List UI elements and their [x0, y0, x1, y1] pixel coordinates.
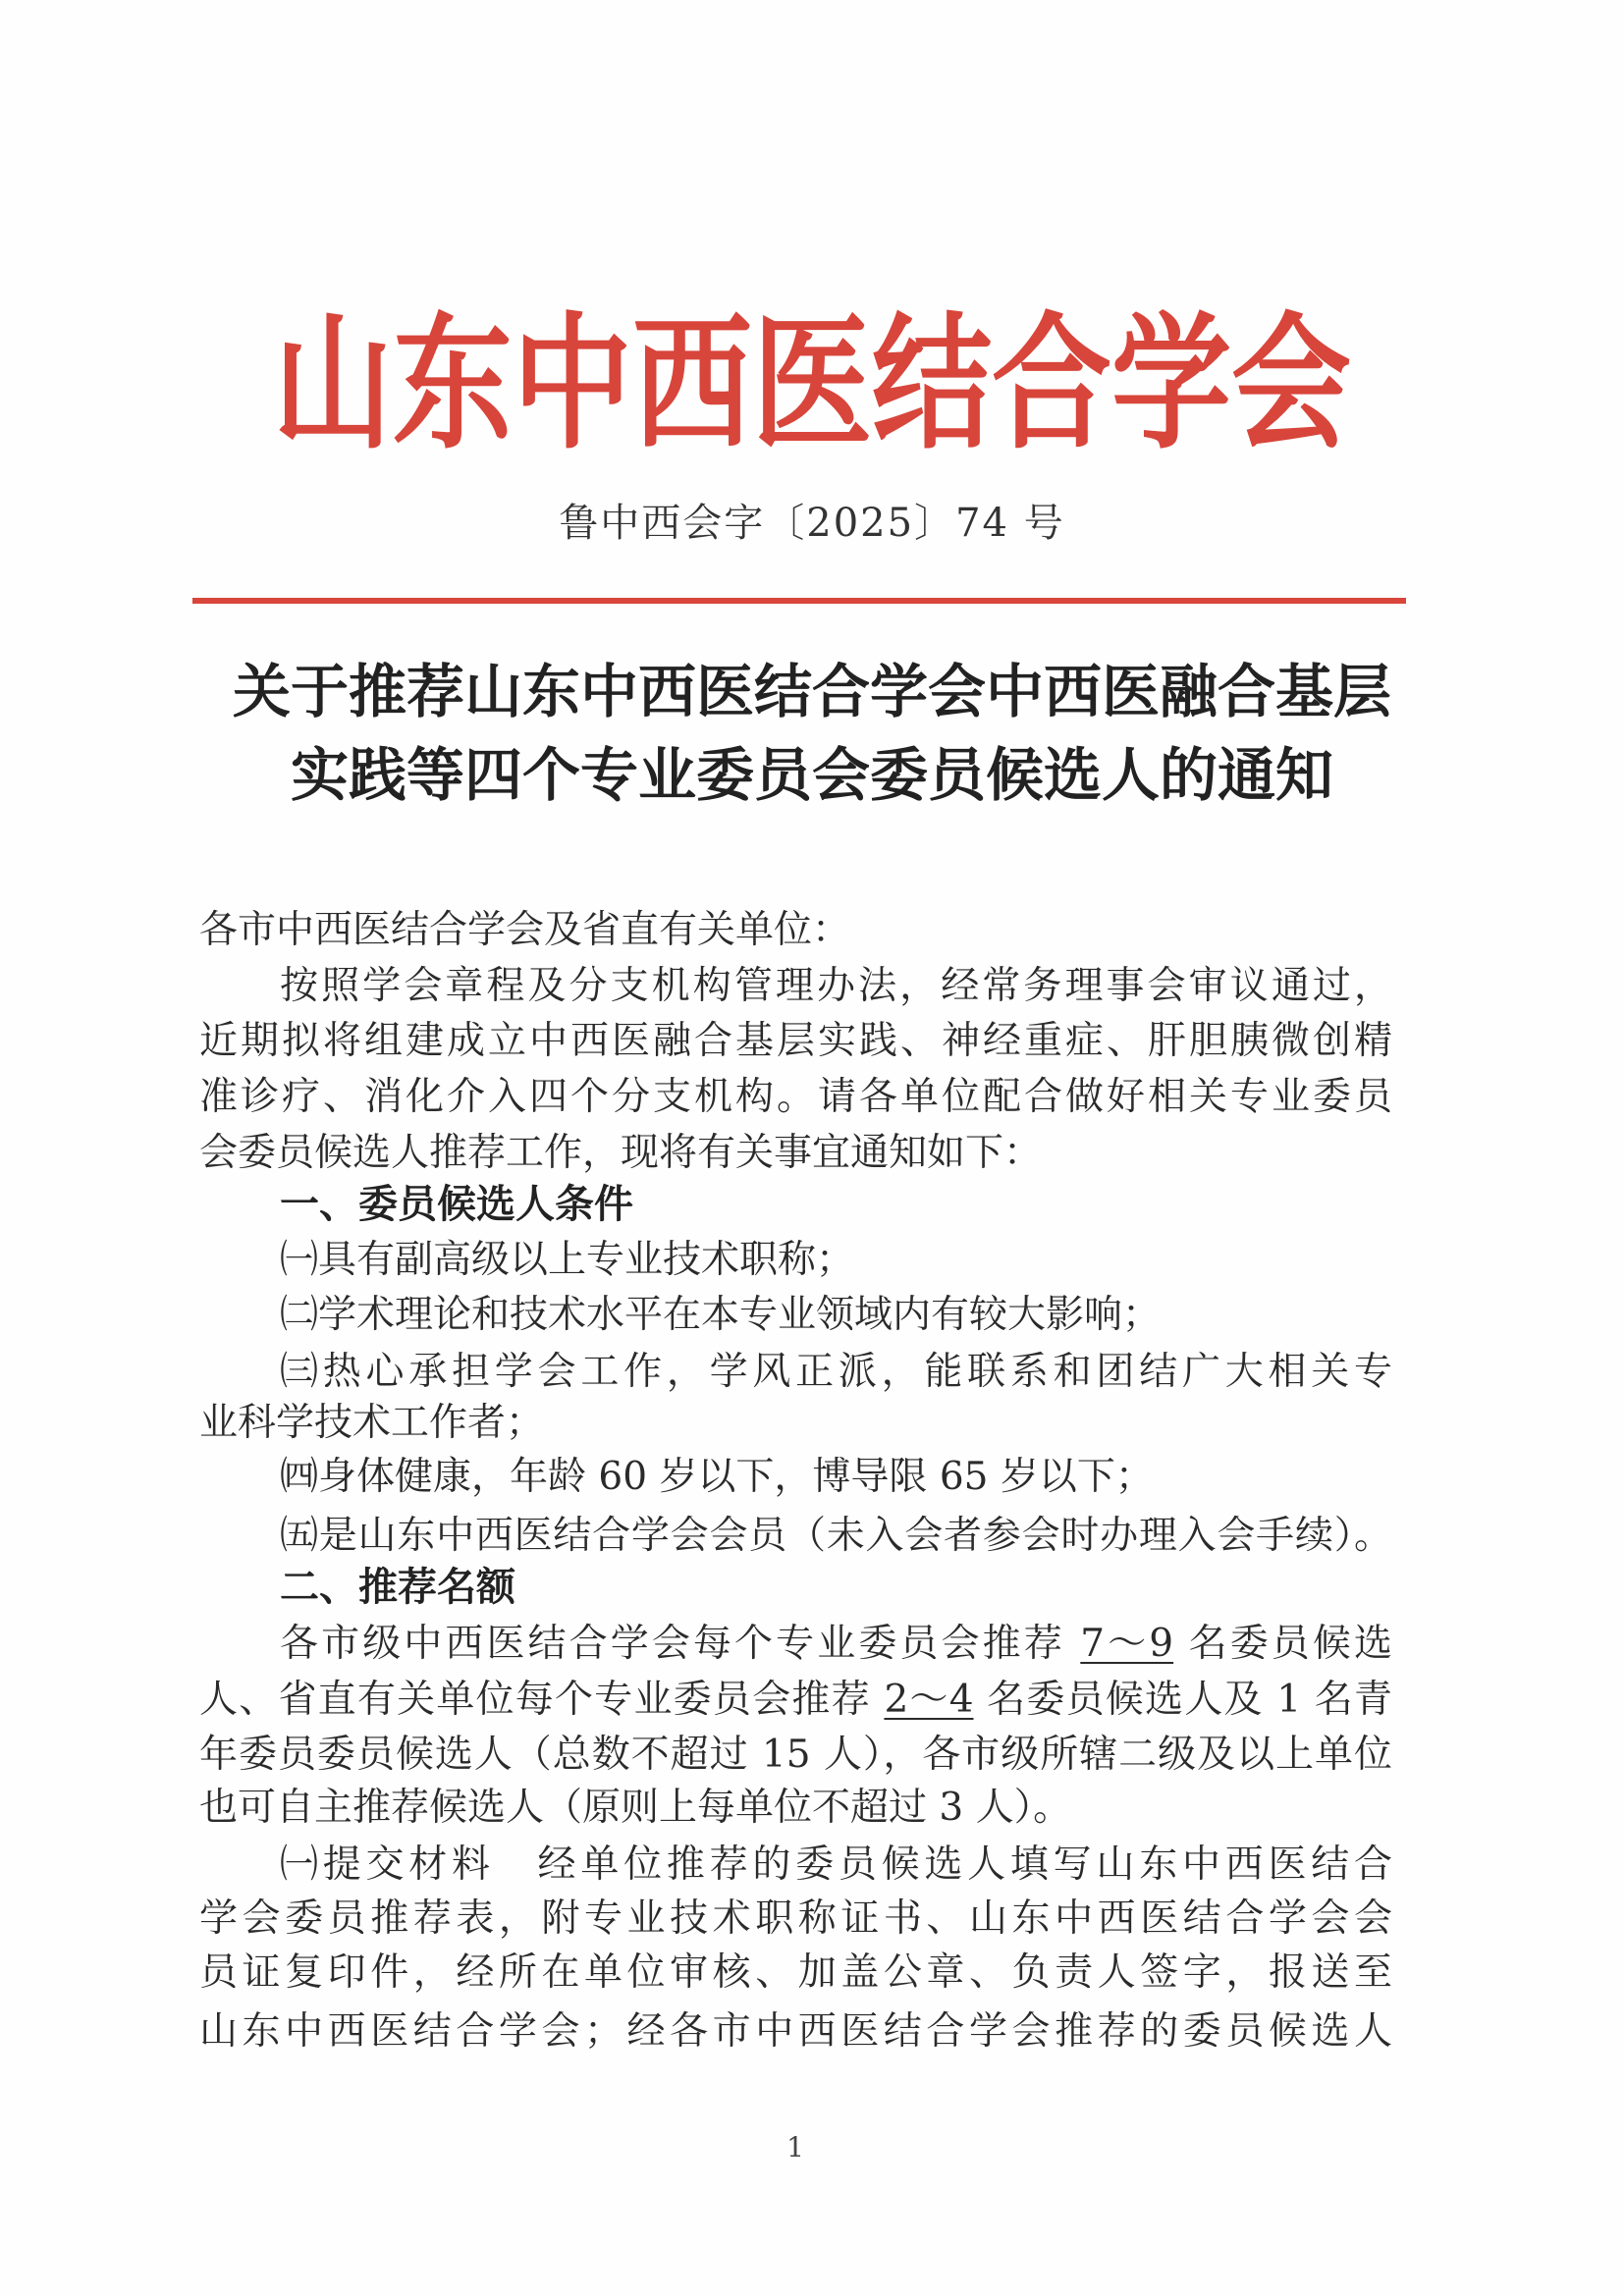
underlined-quota: 7～9 [1080, 1622, 1174, 1666]
condition-item-continued: 业科学技术工作者； [199, 1401, 545, 1445]
underlined-quota: 2～4 [884, 1678, 974, 1722]
section-heading-candidate-conditions: 一、委员候选人条件 [280, 1182, 633, 1227]
condition-item: ㈡学术理论和技术水平在本专业领域内有较大影响； [280, 1293, 1162, 1337]
text-segment: 各市级中西医结合学会每个专业委员会推荐 [280, 1622, 1081, 1666]
text-segment: 人、省直有关单位每个专业委员会推荐 [199, 1678, 885, 1722]
condition-item: ㈤是山东中西医结合学会会员（未入会者参会时办理入会手续）。 [280, 1514, 1392, 1558]
condition-item: ㈢热心承担学会工作，学风正派，能联系和团结广大相关专 [280, 1350, 1392, 1394]
salutation: 各市中西医结合学会及省直有关单位： [199, 908, 851, 952]
red-divider-line [192, 598, 1406, 604]
body-line: 学会委员推荐表，附专业技术职称证书、山东中西医结合学会会 [199, 1896, 1392, 1941]
notice-title-line-1: 关于推荐山东中西医结合学会中西医融合基层 [232, 658, 1391, 725]
notice-title-line-2: 实践等四个专业委员会委员候选人的通知 [290, 741, 1333, 809]
condition-item: ㈣身体健康，年龄 60 岁以下，博导限 65 岁以下； [280, 1455, 1154, 1499]
document-number: 鲁中西会字〔2025〕74 号 [559, 501, 1065, 546]
page-number: 1 [786, 2131, 804, 2163]
section-heading-quota: 二、推荐名额 [280, 1565, 515, 1610]
body-line: ㈠提交材料 经单位推荐的委员候选人填写山东中西医结合 [280, 1842, 1392, 1887]
body-line: 近期拟将组建成立中西医融合基层实践、神经重症、肝胆胰微创精 [199, 1019, 1392, 1063]
body-line: 也可自主推荐候选人（原则上每单位不超过 3 人）。 [199, 1786, 1072, 1830]
body-line [280, 1617, 1392, 1672]
body-line: 山东中西医结合学会；经各市中西医结合学会推荐的委员候选人 [199, 2009, 1392, 2054]
organization-letterhead: 山东中西医结合学会 [273, 296, 1351, 469]
body-line: 年委员委员候选人（总数不超过 15 人），各市级所辖二级及以上单位 [199, 1733, 1392, 1777]
body-line: 准诊疗、消化介入四个分支机构。请各单位配合做好相关专业委员 [199, 1075, 1392, 1119]
body-line [199, 1673, 1392, 1728]
body-line: 员证复印件，经所在单位审核、加盖公章、负责人签字，报送至 [199, 1950, 1392, 1995]
condition-item: ㈠具有副高级以上专业技术职称； [280, 1238, 855, 1282]
text-segment: 名委员候选人及 1 名青 [973, 1678, 1392, 1722]
body-line: 按照学会章程及分支机构管理办法，经常务理事会审议通过， [280, 964, 1392, 1008]
body-line: 会委员候选人推荐工作，现将有关事宜通知如下： [199, 1131, 1043, 1175]
text-segment: 名委员候选 [1173, 1622, 1392, 1666]
